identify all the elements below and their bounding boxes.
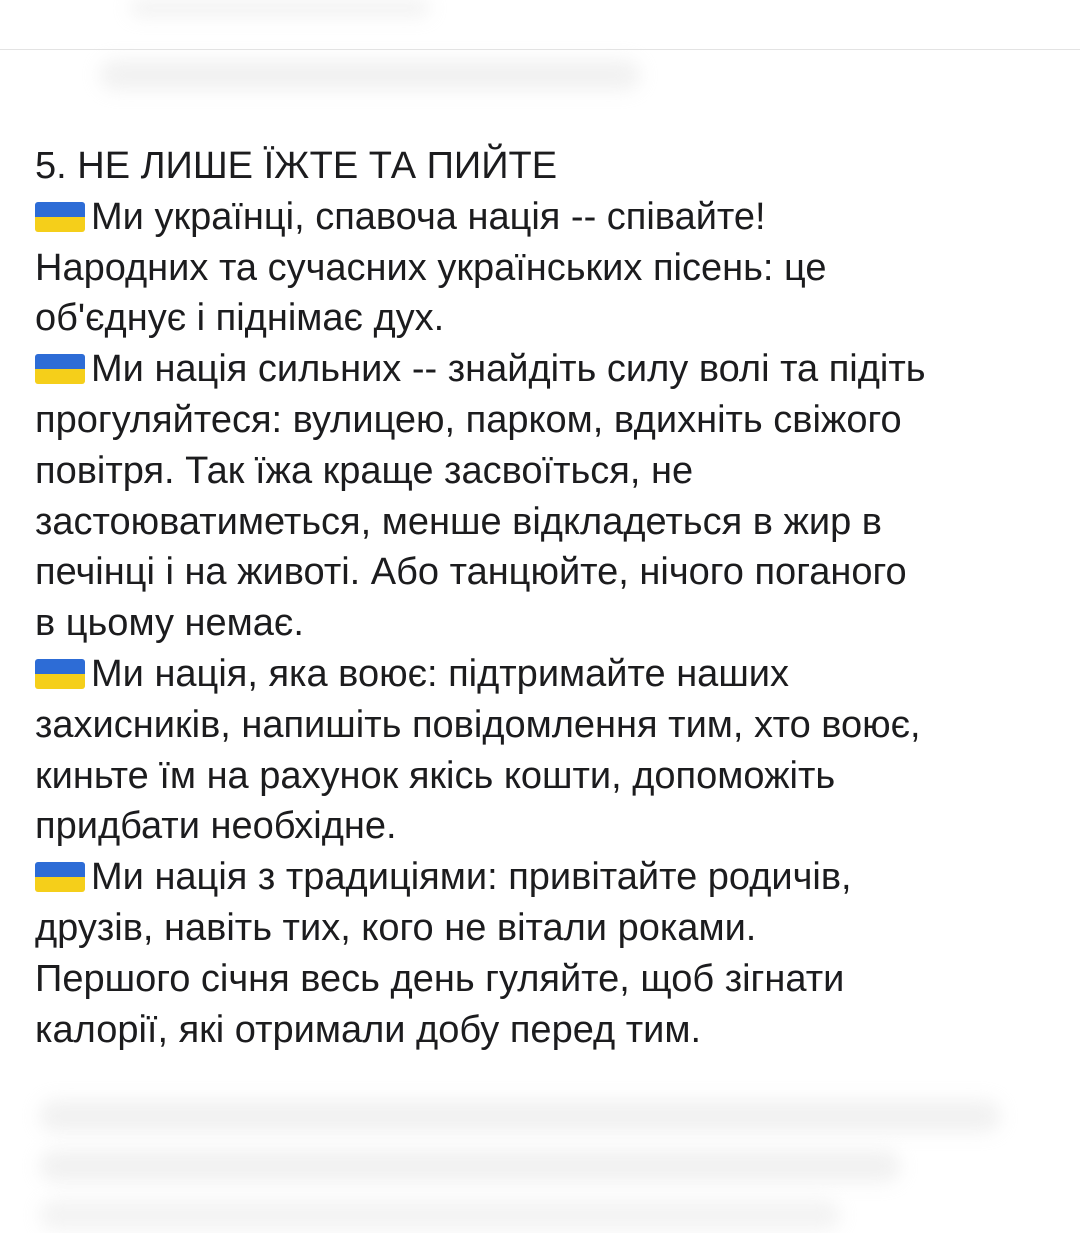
paragraph-1-line-2: Народних та сучасних українських пісень: це	[35, 246, 827, 289]
paragraph-3-line-2: захисників, напишіть повідомлення тим, хто воює,	[35, 703, 921, 746]
ukraine-flag-icon	[35, 202, 85, 232]
blurred-text-top-1	[130, 0, 430, 16]
paragraph-1-line-1: Ми українці, спавоча нація -- співайте!	[35, 192, 1065, 243]
ukraine-flag-icon	[35, 862, 85, 892]
ukraine-flag-icon	[35, 659, 85, 689]
paragraph-2-line-3: повітря. Так їжа краще засвоїться, не	[35, 449, 694, 492]
paragraph-2-line-1: Ми нація сильних -- знайдіть силу волі та підіть	[35, 344, 1065, 395]
top-divider	[0, 49, 1080, 50]
paragraph-3-line-4: придбати необхідне.	[35, 805, 397, 848]
ukraine-flag-icon	[35, 354, 85, 384]
paragraph-3-line-1: Ми нація, яка воює: підтримайте наших	[35, 649, 1065, 700]
note-body	[35, 141, 1065, 1055]
paragraph-4-line-3: Першого січня весь день гуляйте, щоб зігнати	[35, 957, 845, 1000]
paragraph-2-line-5: печінці і на животі. Або танцюйте, нічого поганого	[35, 551, 907, 594]
blurred-text-bottom-3	[40, 1200, 840, 1230]
paragraph-1-line-3: об'єднує і піднімає дух.	[35, 297, 445, 340]
paragraph-2-line-2: прогуляйтеся: вулицею, парком, вдихніть свіжого	[35, 398, 902, 441]
blurred-text-bottom-1	[40, 1100, 1000, 1132]
paragraph-4-line-4: калорії, які отримали добу перед тим.	[35, 1008, 702, 1051]
paragraph-2-line-6: в цьому немає.	[35, 602, 304, 645]
blurred-text-top-2	[100, 60, 640, 90]
paragraph-4-line-1: Ми нація з традиціями: привітайте родичів,	[35, 852, 1065, 903]
blurred-text-bottom-2	[40, 1150, 900, 1182]
note-heading: 5. НЕ ЛИШЕ ЇЖТЕ ТА ПИЙТЕ	[35, 145, 558, 187]
paragraph-2-line-4: застоюватиметься, менше відкладеться в жир в	[35, 500, 882, 543]
paragraph-3-line-3: киньте їм на рахунок якісь кошти, допоможіть	[35, 754, 836, 797]
paragraph-4-line-2: друзів, навіть тих, кого не вітали роками.	[35, 906, 757, 949]
